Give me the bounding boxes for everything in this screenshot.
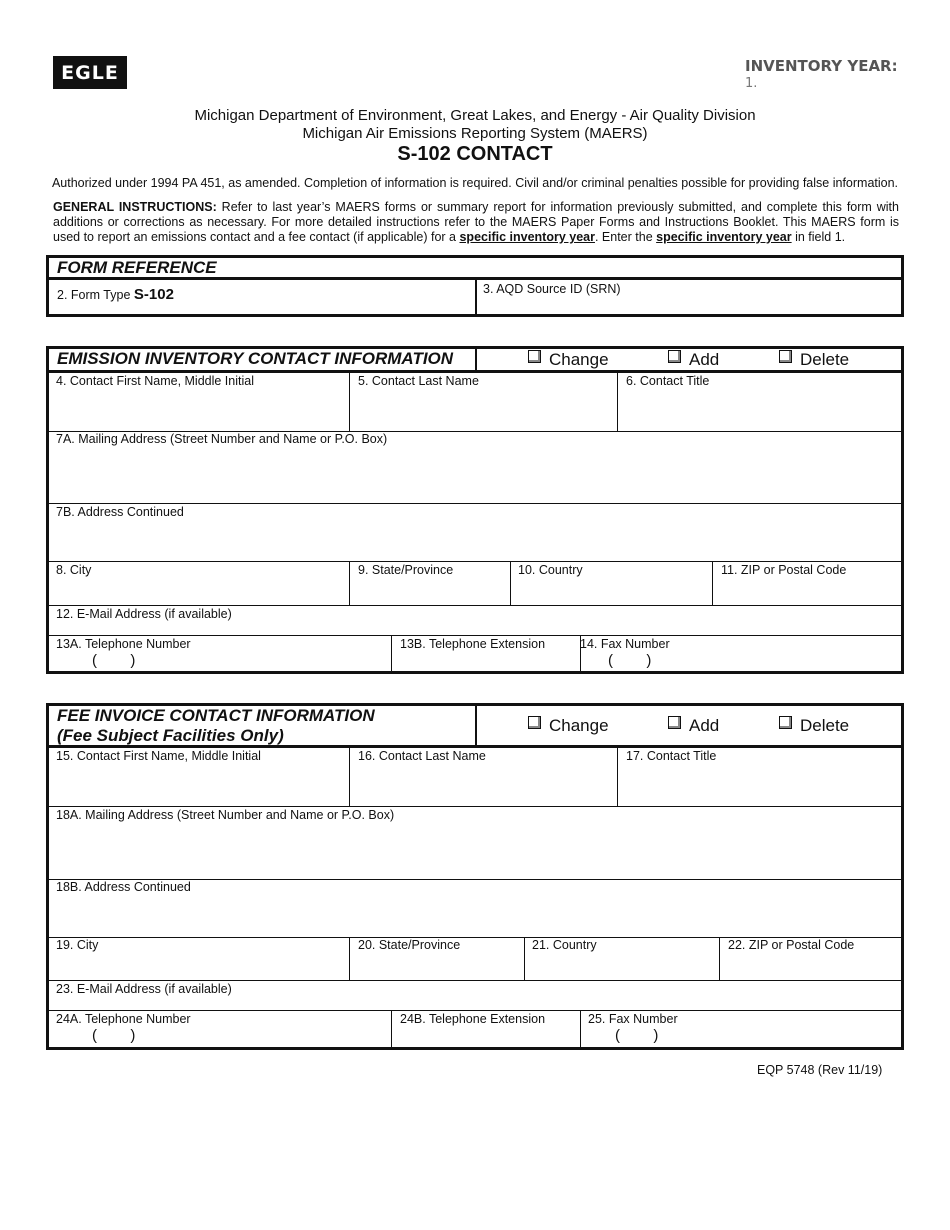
emission-extension-field[interactable]: 13B. Telephone Extension (400, 637, 546, 651)
divider (580, 1010, 581, 1048)
divider (475, 347, 477, 371)
form-type-field (57, 286, 174, 303)
divider (48, 635, 902, 636)
divider (510, 561, 511, 606)
fee-delete-label: Delete (800, 716, 850, 735)
instructions-text-2: . Enter the (594, 230, 657, 244)
emission-zip-field[interactable]: 11. ZIP or Postal Code (721, 563, 847, 577)
form-number: EQP 5748 (Rev 11/19) (757, 1063, 883, 1077)
department-name: Michigan Department of Environment, Great Lakes, and Energy - Air Quality Division (194, 107, 756, 124)
divider (475, 278, 477, 316)
authorization-notice: Authorized under 1994 PA 451, as amended. Completion of information is required. Civil and/or criminal penalties possible for providing false information. (51, 176, 899, 190)
fee-first-name-field[interactable]: 15. Contact First Name, Middle Initial (56, 749, 261, 763)
checkbox-icon (668, 716, 681, 729)
divider (48, 503, 902, 504)
divider (349, 747, 350, 807)
form-type-label: 2. Form Type (57, 288, 131, 302)
emission-change-label: Change (549, 350, 609, 369)
fee-address-continued-field[interactable]: 18B. Address Continued (56, 880, 191, 894)
emission-change-checkbox[interactable] (528, 350, 609, 370)
divider (475, 704, 477, 746)
checkbox-icon (528, 350, 541, 363)
emission-add-label: Add (689, 350, 720, 369)
divider (48, 561, 902, 562)
checkbox-icon (779, 716, 792, 729)
emission-phone-field[interactable]: 13A. Telephone Number (56, 637, 191, 651)
system-name: Michigan Air Emissions Reporting System (MAERS) (302, 125, 648, 142)
divider (524, 937, 525, 981)
divider (48, 806, 902, 807)
divider (617, 372, 618, 432)
fee-contact-title: FEE INVOICE CONTACT INFORMATION (57, 706, 375, 725)
fee-delete-checkbox[interactable] (779, 716, 849, 736)
fee-add-checkbox[interactable] (668, 716, 719, 736)
instructions-text-3: in field 1. (791, 230, 846, 244)
instructions-emphasis-1: specific inventory year (459, 230, 595, 244)
emission-email-field[interactable]: 12. E-Mail Address (if available) (56, 607, 232, 621)
divider (617, 747, 618, 807)
fee-fax-field[interactable]: 25. Fax Number (588, 1012, 678, 1026)
form-reference-title: FORM REFERENCE (57, 258, 217, 277)
fee-phone-field[interactable]: 24A. Telephone Number (56, 1012, 191, 1026)
inventory-year-label: INVENTORY YEAR: (745, 57, 898, 75)
egle-logo: EGLE (53, 56, 127, 89)
fee-state-field[interactable]: 20. State/Province (358, 938, 461, 952)
page-title: S-102 CONTACT (397, 143, 553, 165)
instructions-emphasis-2: specific inventory year (656, 230, 792, 244)
checkbox-icon (668, 350, 681, 363)
divider (391, 1010, 392, 1048)
fee-email-field[interactable]: 23. E-Mail Address (if available) (56, 982, 232, 996)
divider (719, 937, 720, 981)
checkbox-icon (779, 350, 792, 363)
form-type-value: S-102 (133, 286, 174, 303)
instructions-text-1: Refer to last year’s MAERS forms or summary report for information previously submitted, and complete this form with additions or corrections as necessary. For more detailed instructions refer to the MAERS Paper Forms and Instructions Booklet. This MAERS form is used to report an emissions contact and a fee contact (if applicable) for a (53, 200, 899, 244)
emission-state-field[interactable]: 9. State/Province (358, 563, 454, 577)
divider (712, 561, 713, 606)
fee-contact-title-field[interactable]: 17. Contact Title (626, 749, 717, 763)
divider (48, 1010, 902, 1011)
emission-fax-field[interactable]: 14. Fax Number (580, 637, 670, 651)
inventory-year-field[interactable]: 1. (745, 76, 758, 91)
emission-first-name-field[interactable]: 4. Contact First Name, Middle Initial (56, 374, 254, 388)
fee-country-field[interactable]: 21. Country (532, 938, 597, 952)
fee-change-label: Change (549, 716, 609, 735)
emission-address-continued-field[interactable]: 7B. Address Continued (56, 505, 184, 519)
fee-last-name-field[interactable]: 16. Contact Last Name (358, 749, 486, 763)
fee-fax-area-code[interactable]: ( ) (615, 1027, 659, 1044)
divider (349, 561, 350, 606)
emission-country-field[interactable]: 10. Country (518, 563, 583, 577)
emission-mailing-address-field[interactable]: 7A. Mailing Address (Street Number and Name or P.O. Box) (56, 432, 388, 446)
divider (349, 937, 350, 981)
divider (391, 635, 392, 672)
emission-contact-title-field[interactable]: 6. Contact Title (626, 374, 710, 388)
fee-contact-subtitle: (Fee Subject Facilities Only) (57, 726, 284, 745)
divider (48, 980, 902, 981)
emission-last-name-field[interactable]: 5. Contact Last Name (358, 374, 479, 388)
emission-add-checkbox[interactable] (668, 350, 719, 370)
fee-extension-field[interactable]: 24B. Telephone Extension (400, 1012, 546, 1026)
emission-city-field[interactable]: 8. City (56, 563, 92, 577)
fee-add-label: Add (689, 716, 720, 735)
divider (349, 372, 350, 432)
emission-fax-area-code[interactable]: ( ) (608, 652, 652, 669)
srn-field[interactable]: 3. AQD Source ID (SRN) (483, 282, 621, 296)
general-instructions (53, 200, 899, 245)
instructions-label: GENERAL INSTRUCTIONS: (53, 200, 217, 214)
emission-contact-title: EMISSION INVENTORY CONTACT INFORMATION (57, 349, 454, 368)
fee-mailing-address-field[interactable]: 18A. Mailing Address (Street Number and Name or P.O. Box) (56, 808, 395, 822)
fee-zip-field[interactable]: 22. ZIP or Postal Code (728, 938, 855, 952)
emission-area-code[interactable]: ( ) (92, 652, 136, 669)
divider (48, 605, 902, 606)
emission-delete-checkbox[interactable] (779, 350, 849, 370)
fee-area-code[interactable]: ( ) (92, 1027, 136, 1044)
fee-city-field[interactable]: 19. City (56, 938, 99, 952)
emission-delete-label: Delete (800, 350, 850, 369)
checkbox-icon (528, 716, 541, 729)
fee-change-checkbox[interactable] (528, 716, 609, 736)
